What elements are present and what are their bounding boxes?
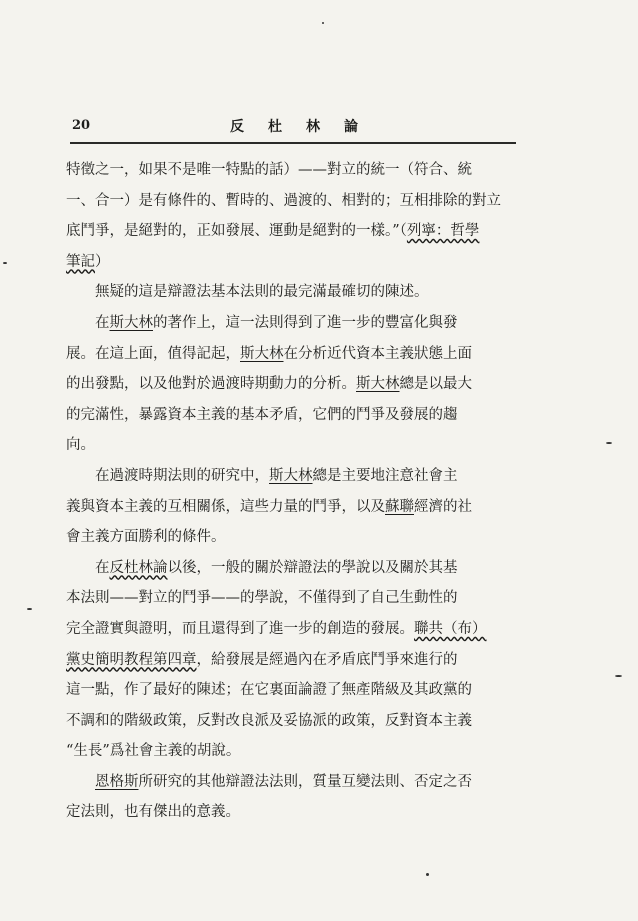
text-segment: 的著作上，這一法則得到了進一步的豐富化與發 bbox=[153, 314, 458, 331]
scan-speck bbox=[606, 442, 612, 444]
text-line: 特徵之一，如果不是唯一特點的話）——對立的統一（符合、統 bbox=[66, 162, 472, 178]
text-segment: ） bbox=[95, 253, 110, 270]
body-text bbox=[66, 155, 516, 828]
scan-speck bbox=[426, 873, 429, 876]
cited-work-title: 筆記 bbox=[66, 253, 95, 270]
text-segment: 展。在這上面，值得記起， bbox=[66, 345, 240, 362]
text-segment: 在分析近代資本主義狀態上面 bbox=[283, 345, 472, 362]
text-line: 這一點，作了最好的陳述；在它裏面論證了無產階級及其政黨的 bbox=[66, 682, 472, 699]
page-header bbox=[68, 116, 516, 138]
proper-name: 斯大林 bbox=[240, 345, 284, 362]
proper-name: 斯大林 bbox=[356, 376, 400, 393]
text-segment: 完全證實與證明，而且還得到了進一步的創造的發展。 bbox=[66, 620, 414, 637]
scan-speck bbox=[27, 608, 32, 610]
paragraph bbox=[66, 767, 516, 828]
proper-name: 蘇聯 bbox=[385, 498, 414, 515]
text-segment: 在 bbox=[95, 314, 110, 331]
page-number: 20 bbox=[72, 118, 91, 133]
text-segment: 總是主要地注意社會主 bbox=[312, 467, 458, 484]
text-segment: 總是以最大 bbox=[399, 376, 472, 393]
text-line bbox=[66, 492, 516, 523]
text-line bbox=[66, 369, 516, 400]
text-line: 的完滿性，暴露資本主義的基本矛盾，它們的鬥爭及發展的趨 bbox=[66, 406, 458, 423]
text-segment: 在 bbox=[95, 559, 110, 576]
text-segment: 的出發點，以及他對於過渡時期動力的分析。 bbox=[66, 376, 356, 393]
text-line bbox=[66, 308, 516, 339]
paragraph bbox=[66, 308, 516, 461]
text-segment: 以後，一般的關於辯證法的學說以及關於其基 bbox=[167, 559, 458, 576]
text-segment: ，給發展是經過內在矛盾底鬥爭來進行的 bbox=[196, 651, 458, 668]
proper-name: 恩格斯 bbox=[95, 773, 139, 790]
text-line bbox=[66, 645, 516, 676]
text-line bbox=[66, 461, 516, 492]
text-line bbox=[66, 767, 516, 798]
text-segment: 底鬥爭，是絕對的，正如發展、運動是絕對的一樣。”（ bbox=[66, 223, 407, 240]
text-segment: 在過渡時期法則的研究中， bbox=[95, 467, 269, 484]
text-line: 向。 bbox=[66, 437, 95, 454]
text-segment: 義與資本主義的互相關係，這些力量的鬥爭，以及 bbox=[66, 498, 385, 515]
text-line: 本法則——對立的鬥爭——的學說，不僅得到了自己生動性的 bbox=[66, 590, 458, 607]
proper-name: 斯大林 bbox=[109, 314, 153, 331]
cited-work-title: 聯共（布） bbox=[414, 620, 487, 637]
cited-work-title: 反杜林論 bbox=[109, 559, 168, 576]
header-rule bbox=[70, 142, 516, 144]
text-line: “生長”爲社會主義的胡說。 bbox=[66, 743, 241, 760]
text-line: 不調和的階級政策，反對改良派及妥協派的政策，反對資本主義 bbox=[66, 712, 472, 729]
text-line bbox=[66, 339, 516, 370]
paragraph bbox=[66, 277, 516, 308]
text-line bbox=[66, 216, 516, 247]
proper-name: 斯大林 bbox=[269, 467, 313, 484]
text-line: 一、合一）是有條件的、暫時的、過渡的、相對的；互相排除的對立 bbox=[66, 192, 501, 209]
text-segment: 經濟的社 bbox=[414, 498, 472, 515]
text-segment: 所研究的其他辯證法法則，質量互變法則、否定之否 bbox=[138, 773, 472, 790]
cited-work-title: 列寧：哲學 bbox=[406, 223, 480, 240]
running-title: 反杜林論 bbox=[230, 119, 382, 135]
text-line: 無疑的這是辯證法基本法則的最完滿最確切的陳述。 bbox=[95, 284, 429, 301]
paragraph bbox=[66, 553, 516, 767]
text-line bbox=[66, 247, 516, 278]
scan-speck bbox=[322, 22, 324, 24]
scan-speck bbox=[3, 262, 7, 264]
text-line: 會主義方面勝利的條件。 bbox=[66, 529, 226, 546]
text-line: 定法則，也有傑出的意義。 bbox=[66, 804, 240, 821]
scan-speck bbox=[615, 675, 622, 677]
cited-work-title: 黨史簡明教程第四章 bbox=[66, 651, 197, 668]
paragraph bbox=[66, 461, 516, 553]
text-line bbox=[66, 614, 516, 645]
text-line bbox=[66, 553, 516, 584]
paragraph-quote-end bbox=[66, 155, 516, 277]
